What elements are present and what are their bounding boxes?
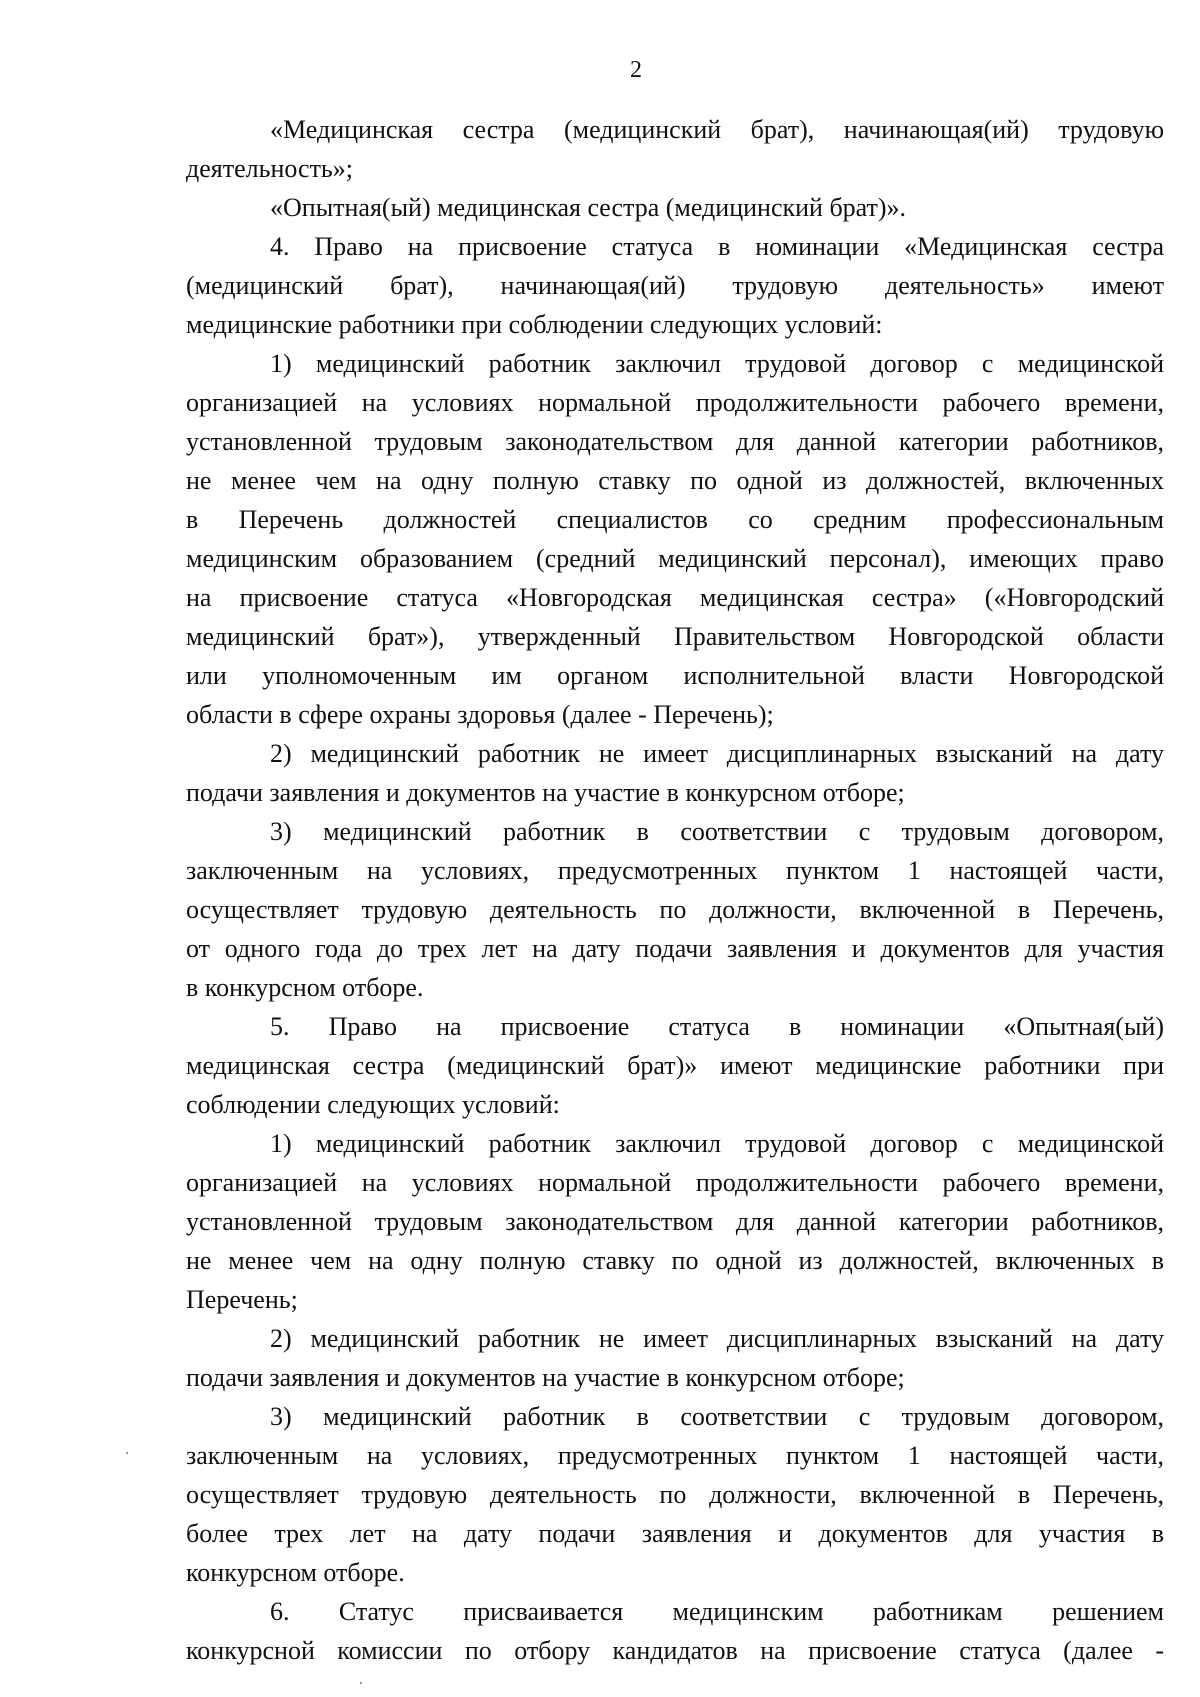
scan-speck [126,1452,128,1454]
text-line: более трех лет на дату подачи заявления и документов для участия в [186,1519,1164,1548]
text-line: организацией на условиях нормальной продолжительности рабочего времени, [186,388,1164,417]
text-line: подачи заявления и документов на участие в конкурсном отборе; [186,1363,905,1392]
text-line: конкурсной комиссии по отбору кандидатов на присвоение статуса (далее - [186,1636,1164,1665]
text-line: медицинская сестра (медицинский брат)» имеют медицинские работники при [186,1051,1164,1080]
text-line: 4. Право на присвоение статуса в номинации «Медицинская сестра [270,232,1164,261]
text-line: осуществляет трудовую деятельность по должности, включенной в Перечень, [186,895,1164,924]
text-line: на присвоение статуса «Новгородская медицинская сестра» («Новгородский [186,583,1164,612]
text-line: от одного года до трех лет на дату подачи заявления и документов для участия [186,934,1164,963]
text-line: медицинские работники при соблюдении следующих условий: [186,310,883,339]
text-line: 2) медицинский работник не имеет дисциплинарных взысканий на дату [270,1324,1164,1353]
text-line: в конкурсном отборе. [186,973,424,1002]
text-line: медицинский брат»), утвержденный Правительством Новгородской области [186,622,1164,651]
text-line: 1) медицинский работник заключил трудовой договор с медицинской [270,1129,1164,1158]
text-line: не менее чем на одну полную ставку по одной из должностей, включенных в [186,1246,1164,1275]
text-line: 2) медицинский работник не имеет дисциплинарных взысканий на дату [270,739,1164,768]
text-line: заключенным на условиях, предусмотренных пунктом 1 настоящей части, [186,856,1164,885]
text-line: установленной трудовым законодательством для данной категории работников, [186,427,1164,456]
text-line: или уполномоченным им органом исполнительной власти Новгородской [186,661,1164,690]
text-line: конкурсном отборе. [186,1558,405,1587]
text-line: Перечень; [186,1285,298,1314]
text-line: деятельность»; [186,154,354,183]
text-line: 1) медицинский работник заключил трудовой договор с медицинской [270,349,1164,378]
text-line: соблюдении следующих условий: [186,1090,560,1119]
scan-speck [360,1682,362,1684]
text-line: 3) медицинский работник в соответствии с трудовым договором, [270,817,1164,846]
text-line: «Опытная(ый) медицинская сестра (медицинский брат)». [270,193,907,222]
text-line: области в сфере охраны здоровья (далее - Перечень); [186,700,774,729]
text-line: заключенным на условиях, предусмотренных пунктом 1 настоящей части, [186,1441,1164,1470]
text-line: 5. Право на присвоение статуса в номинации «Опытная(ый) [270,1012,1164,1041]
text-line: в Перечень должностей специалистов со средним профессиональным [186,505,1164,534]
text-line: не менее чем на одну полную ставку по одной из должностей, включенных [186,466,1164,495]
text-line: 3) медицинский работник в соответствии с трудовым договором, [270,1402,1164,1431]
text-line: организацией на условиях нормальной продолжительности рабочего времени, [186,1168,1164,1197]
document-body [186,110,1164,1670]
text-line: медицинским образованием (средний медицинский персонал), имеющих право [186,544,1164,573]
text-line: подачи заявления и документов на участие в конкурсном отборе; [186,778,905,807]
text-line: «Медицинская сестра (медицинский брат), начинающая(ий) трудовую [270,115,1164,144]
text-line: 6. Статус присваивается медицинским работникам решением [270,1597,1164,1626]
text-line: (медицинский брат), начинающая(ий) трудовую деятельность» имеют [186,271,1164,300]
text-line: осуществляет трудовую деятельность по должности, включенной в Перечень, [186,1480,1164,1509]
text-line: установленной трудовым законодательством для данной категории работников, [186,1207,1164,1236]
page-number: 2 [630,57,642,83]
